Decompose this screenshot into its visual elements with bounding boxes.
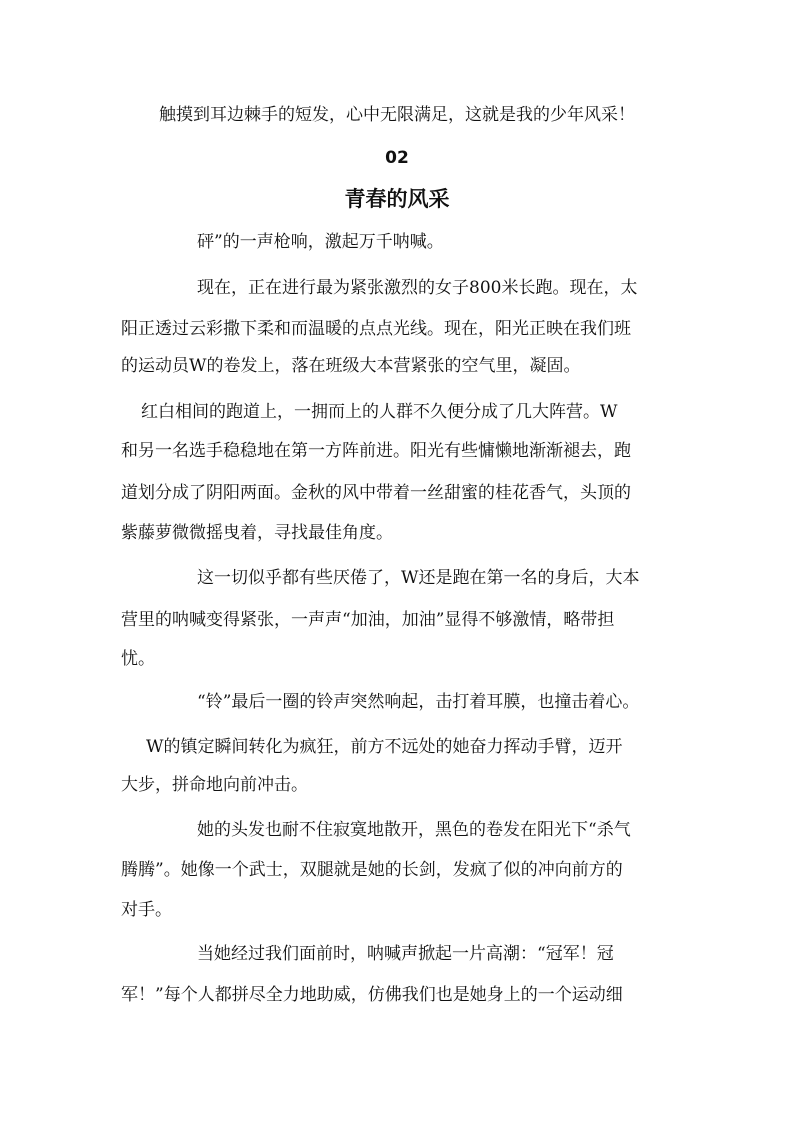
- section-number: 02: [385, 148, 409, 168]
- body-line: 和另一名选手稳稳地在第一方阵前进。阳光有些慵懒地渐渐褪去，跑: [121, 441, 631, 461]
- body-line: 道划分成了阴阳两面。金秋的风中带着一丝甜蜜的桂花香气，头顶的: [121, 483, 631, 503]
- body-line: 对手。: [121, 900, 172, 920]
- body-line: 这一切似乎都有些厌倦了，W还是跑在第一名的身后，大本: [197, 568, 640, 588]
- section-title: 青春的风采: [344, 187, 450, 211]
- body-line: 的运动员W的卷发上，落在班级大本营紧张的空气里，凝固。: [121, 356, 581, 376]
- body-line: 阳正透过云彩撒下柔和而温暖的点点光线。现在，阳光正映在我们班: [121, 319, 631, 339]
- body-line: 当她经过我们面前时，呐喊声掀起一片高潮：“冠军！冠: [197, 944, 614, 964]
- body-line: 营里的呐喊变得紧张，一声声“加油，加油”显得不够激情，略带担: [121, 610, 615, 630]
- body-line: 红白相间的跑道上，一拥而上的人群不久便分成了几大阵营。W: [141, 402, 618, 422]
- body-line: “铃”最后一圈的铃声突然响起，击打着耳膜，也撞击着心。: [197, 692, 640, 712]
- body-line: 忧。: [121, 649, 155, 669]
- body-line: W的镇定瞬间转化为疯狂，前方不远处的她奋力挥动手臂，迈开: [146, 737, 623, 757]
- body-line: 大步，拼命地向前冲击。: [121, 775, 308, 795]
- intro-line: 触摸到耳边棘手的短发，心中无限满足，这就是我的少年风采！: [159, 105, 635, 125]
- body-line: 军！”每个人都拼尽全力地助威，仿佛我们也是她身上的一个运动细: [121, 985, 623, 1005]
- body-line: 紫藤萝微微摇曳着，寻找最佳角度。: [121, 523, 393, 543]
- body-line: 她的头发也耐不住寂寞地散开，黑色的卷发在阳光下“杀气: [197, 820, 631, 840]
- body-line: 现在，正在进行最为紧张激烈的女子800米长跑。现在，太: [197, 278, 638, 298]
- body-line: 腾腾”。她像一个武士，双腿就是她的长剑，发疯了似的冲向前方的: [121, 860, 623, 880]
- body-line: 砰”的一声枪响，激起万千呐喊。: [197, 232, 444, 252]
